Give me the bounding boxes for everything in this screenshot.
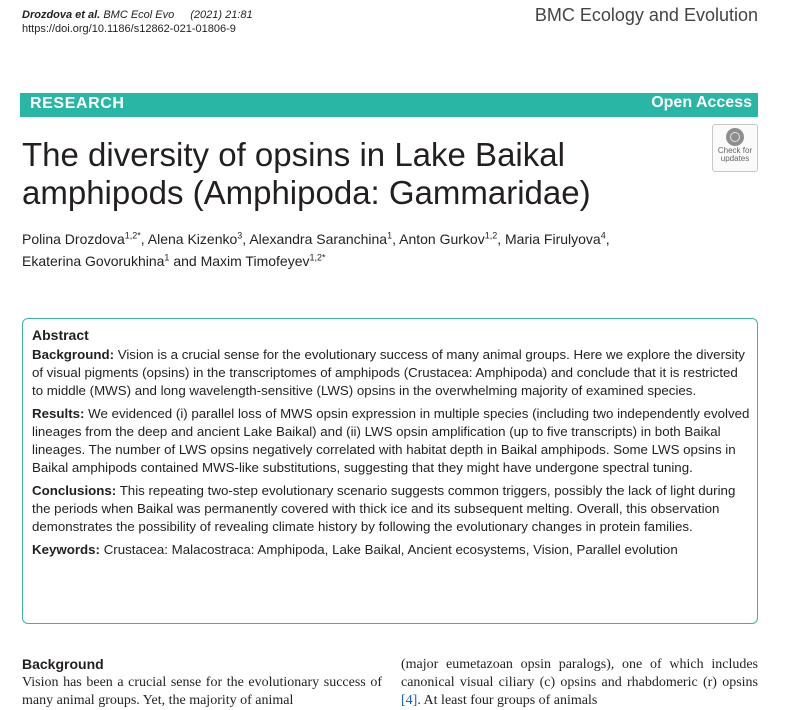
col2-text: (major eumetazoan opsin paralogs), one of which includes canonical visual ciliary (c) opsins and rhabdomeric (r) opsins — [401, 657, 758, 690]
badge-line-2: updates — [720, 154, 750, 163]
open-access-label: Open Access — [651, 94, 752, 111]
abstract-box — [22, 318, 758, 624]
body-column-2 — [401, 656, 758, 710]
keywords-text: Crustacea: Malacostraca: Amphipoda, Lake Baikal, Ancient ecosystems, Vision, Parallel evolution — [103, 542, 678, 557]
check-for-updates-icon — [726, 128, 744, 146]
author[interactable]: Alena Kizenko$^3$ — [147, 230, 243, 247]
results-text: We evidenced (i) parallel loss of MWS opsin expression in multiple species (including two independently evolved lineages from the deep and ancient Lake Baikal) and (ii) LWS opsin amplification (up to five transcripts) in both Baikal lineages. The number of LWS opsins negatively correlated with habitat depth in Baikal amphipods. Some LWS opsins in Baikal amphipods contained MWS-like substitutions, suggesting that they might have undergone spectral tuning. — [32, 406, 750, 475]
conclusions-label: Conclusions: — [32, 483, 117, 498]
reference-link[interactable]: [4] — [401, 693, 418, 708]
abstract-conclusions — [32, 482, 750, 536]
article-type-label: RESEARCH — [30, 95, 125, 112]
abstract-results — [32, 405, 750, 477]
author[interactable]: Maxim Timofeyev$^{1,2*}$ — [200, 252, 326, 269]
abstract-heading: Abstract — [32, 327, 89, 343]
authors-and: and — [173, 253, 197, 269]
author[interactable]: Ekaterina Govorukhina$^1$ — [22, 252, 170, 269]
results-label: Results: — [32, 406, 85, 421]
article-type-bar — [20, 93, 758, 117]
title-line-2: amphipods (Amphipoda: Gammaridae) — [22, 174, 591, 211]
keywords-label: Keywords: — [32, 542, 100, 557]
background-text: Vision is a crucial sense for the evolutionary success of many animal groups. Here we explore the diversity of visual pigments (opsins) in the transcriptomes of amphipods (Crustacea: Amphipoda) and conclude that it is restricted to middle (MWS) and long wavelength-sensitive (LWS) opsins in the overwhelming majority of examined species. — [32, 347, 745, 398]
abstract-keywords — [32, 541, 750, 559]
section-heading-background: Background — [22, 656, 104, 672]
conclusions-text: This repeating two-step evolutionary scenario suggests common triggers, possibly the lack of light during the periods when Baikal was permanently covered with thick ice and its subsequent melting. Overall, this observation demonstrates the possibility of revealing climate history by following the evolutionary changes in protein families. — [32, 483, 736, 534]
author[interactable]: Alexandra Saranchina$^1$ — [249, 230, 393, 247]
background-label: Background: — [32, 347, 115, 362]
badge-line-1: Check for — [717, 146, 753, 155]
citation-authors: Drozdova et al. — [22, 9, 101, 21]
article-title — [22, 136, 662, 212]
doi-link[interactable]: https://doi.org/10.1186/s12862-021-01806-9 — [22, 23, 236, 35]
title-line-1: The diversity of opsins in Lake Baikal — [22, 136, 565, 173]
author[interactable]: Maria Firulyova$^4$ — [505, 230, 606, 247]
citation-year-volume: (2021) 21:81 — [190, 9, 253, 21]
citation-journal: BMC Ecol Evo — [103, 9, 175, 21]
author-list: Polina Drozdova$^{1,2*}$, Alena Kizenko$^3$, Alexandra Saranchina$^1$, Anton Gurkov$^{1,2}$, Maria Firulyova$^4$, Ekaterina Govorukhina$^1$ and Maxim Timofeyev$^{1,2*}$ — [22, 230, 610, 269]
author[interactable]: Anton Gurkov$^{1,2}$ — [399, 230, 498, 247]
check-for-updates-badge[interactable] — [712, 124, 758, 172]
journal-name: BMC Ecology and Evolution — [534, 5, 758, 25]
abstract-background — [32, 346, 750, 400]
col2-text-after: . At least four groups of animals — [417, 693, 598, 708]
author[interactable]: Polina Drozdova$^{1,2*}$ — [22, 230, 141, 247]
citation-block — [22, 8, 253, 36]
body-column-1: Vision has been a crucial sense for the evolutionary success of many animal groups. Yet, the majority of animal — [22, 675, 382, 708]
